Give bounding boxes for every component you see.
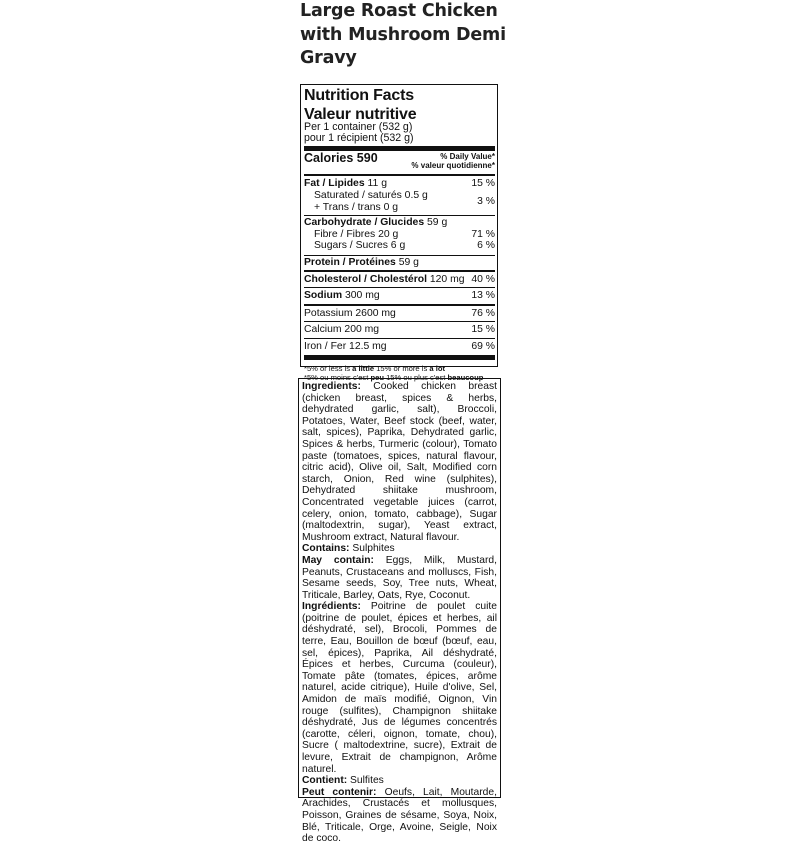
may-contain-en: May contain: Eggs, Milk, Mustard, Peanuts, Crustaceans and molluscs, Fish, Sesame seeds, Soy, Tree nuts, Wheat, Triticale, Barley, Oats, Rye, Coconut. — [302, 554, 497, 601]
serving-size-en: Per 1 container (532 g) — [304, 121, 413, 133]
calories-label: Calories 590 — [304, 151, 378, 166]
sat-trans-group — [304, 190, 495, 213]
ingredients-fr: Ingrédients: Poitrine de poulet cuite (poitrine de poulet, épices et herbes, ail déshydraté, sel), Brocoli, Pommes de terre, Eau, Bouillon de bœuf (bœuf, eau, sel, épices), Paprika, Ail déshydraté, Épices et herbes, Curcuma (couleur), Tomate pâte (tomates, épices, arôme naturel, acide citrique), Huile d'olive, Sel, Amidon de maïs modifié, Oignon, Vin rouge (sulfites), Champignon shiitake déshydraté, Jus de légumes concentrés (carotte, céleri, oignon, tomate, chou), Sucre ( maltodextrine, sucre), Extrait de levure, Extrait de champignon, Arôme naturel. — [302, 601, 497, 775]
nutrition-title-fr: Valeur nutritive — [304, 105, 417, 123]
product-title: Large Roast Chicken with Mushroom Demi Gravy — [300, 1, 506, 68]
sodium-label: Sodium — [304, 290, 343, 302]
divider — [304, 287, 495, 288]
calcium-pct: 15 % — [471, 324, 495, 336]
daily-value-en: % Daily Value* — [440, 152, 495, 162]
carb-label: Carbohydrate / Glucides — [304, 217, 425, 229]
ingredients-panel — [298, 378, 501, 845]
daily-value-header — [411, 152, 495, 170]
sugars-pct: 6 % — [477, 240, 495, 252]
saturated-label: Saturated / saturés 0.5 g — [314, 190, 428, 201]
sugars-row — [304, 240, 495, 252]
carb-row — [304, 217, 495, 229]
contains-fr: Contient: Sulfites — [302, 775, 384, 787]
divider — [304, 174, 495, 176]
divider — [304, 255, 495, 256]
calcium-label: Calcium 200 mg — [304, 324, 380, 336]
may-contain-fr: Peut contenir: Oeufs, Lait, Moutarde, Arachides, Crustacés et mollusques, Poisson, Graines de sésame, Soya, Noix, Blé, Triticale, Orge, Avoine, Seigle, Noix de coco. — [302, 786, 497, 845]
divider — [304, 355, 495, 360]
protein-row — [304, 257, 495, 269]
sat-trans-pct: 3 % — [477, 195, 495, 207]
serving-size-fr: pour 1 récipient (532 g) — [304, 132, 414, 145]
sugars-label: Sugars / Sucres 6 g — [314, 240, 406, 252]
fibre-label: Fibre / Fibres 20 g — [314, 228, 399, 240]
fibre-pct: 71 % — [471, 228, 495, 240]
cholesterol-row — [304, 274, 495, 286]
nutrition-title-en: Nutrition Facts — [304, 87, 414, 104]
fibre-row — [304, 229, 495, 241]
cholesterol-amount: 120 mg — [429, 273, 465, 285]
contains-en: Contains: Sulphites — [302, 543, 395, 555]
ingredients-en: Ingredients: Cooked chicken breast (chicken breast, spices & herbs, dehydrated garlic, salt), Broccoli, Potatoes, Water, Beef stock (beef, water, salt, spices), Paprika, Dehydrated garlic, Spices & herbs, Turmeric (colour), Tomato paste (tomatoes, spices, natural flavour, citric acid), Olive oil, Salt, Modified corn starch, Onion, Red wine (sulphites), Dehydrated shiitake mushroom, Concentrated vegetable juices (carrot, celery, onion, tomato, cabbage), Sugar (maltodextrin, sugar), Yeast extract, Mushroom extract, Natural flavour. — [302, 381, 497, 543]
divider — [304, 338, 495, 339]
sodium-pct: 13 % — [471, 290, 495, 302]
sodium-row — [304, 290, 495, 302]
daily-value-fr: % valeur quotidienne* — [411, 161, 495, 171]
cholesterol-pct: 40 % — [471, 273, 495, 285]
fat-amount: 11 g — [367, 178, 387, 190]
fat-pct: 15 % — [471, 178, 495, 190]
nutrition-facts-panel — [300, 84, 498, 382]
carb-amount: 59 g — [427, 217, 448, 229]
footnote-en: *5% or less is a little 15% or more is a lot — [304, 363, 445, 373]
iron-row — [304, 341, 495, 353]
trans-label: + Trans / trans 0 g — [314, 201, 399, 213]
divider — [304, 215, 495, 216]
divider — [304, 321, 495, 322]
fat-row — [304, 178, 495, 190]
potassium-pct: 76 % — [471, 307, 495, 319]
footnote-fr: *5% ou moins c'est peu 15% ou plus c'est beaucoup — [304, 372, 484, 382]
iron-label: Iron / Fer 12.5 mg — [304, 340, 387, 352]
calories-row — [304, 151, 495, 174]
divider — [304, 270, 495, 272]
potassium-row — [304, 308, 495, 320]
sodium-amount: 300 mg — [345, 290, 380, 302]
potassium-label: Potassium 2600 mg — [304, 307, 396, 319]
divider — [304, 304, 495, 306]
fat-label: Fat / Lipides — [304, 178, 365, 190]
protein-amount: 59 g — [398, 256, 419, 268]
cholesterol-label: Cholesterol / Cholestérol — [304, 273, 427, 285]
iron-pct: 69 % — [471, 340, 495, 352]
protein-label: Protein / Protéines — [304, 256, 396, 268]
calcium-row — [304, 324, 495, 336]
